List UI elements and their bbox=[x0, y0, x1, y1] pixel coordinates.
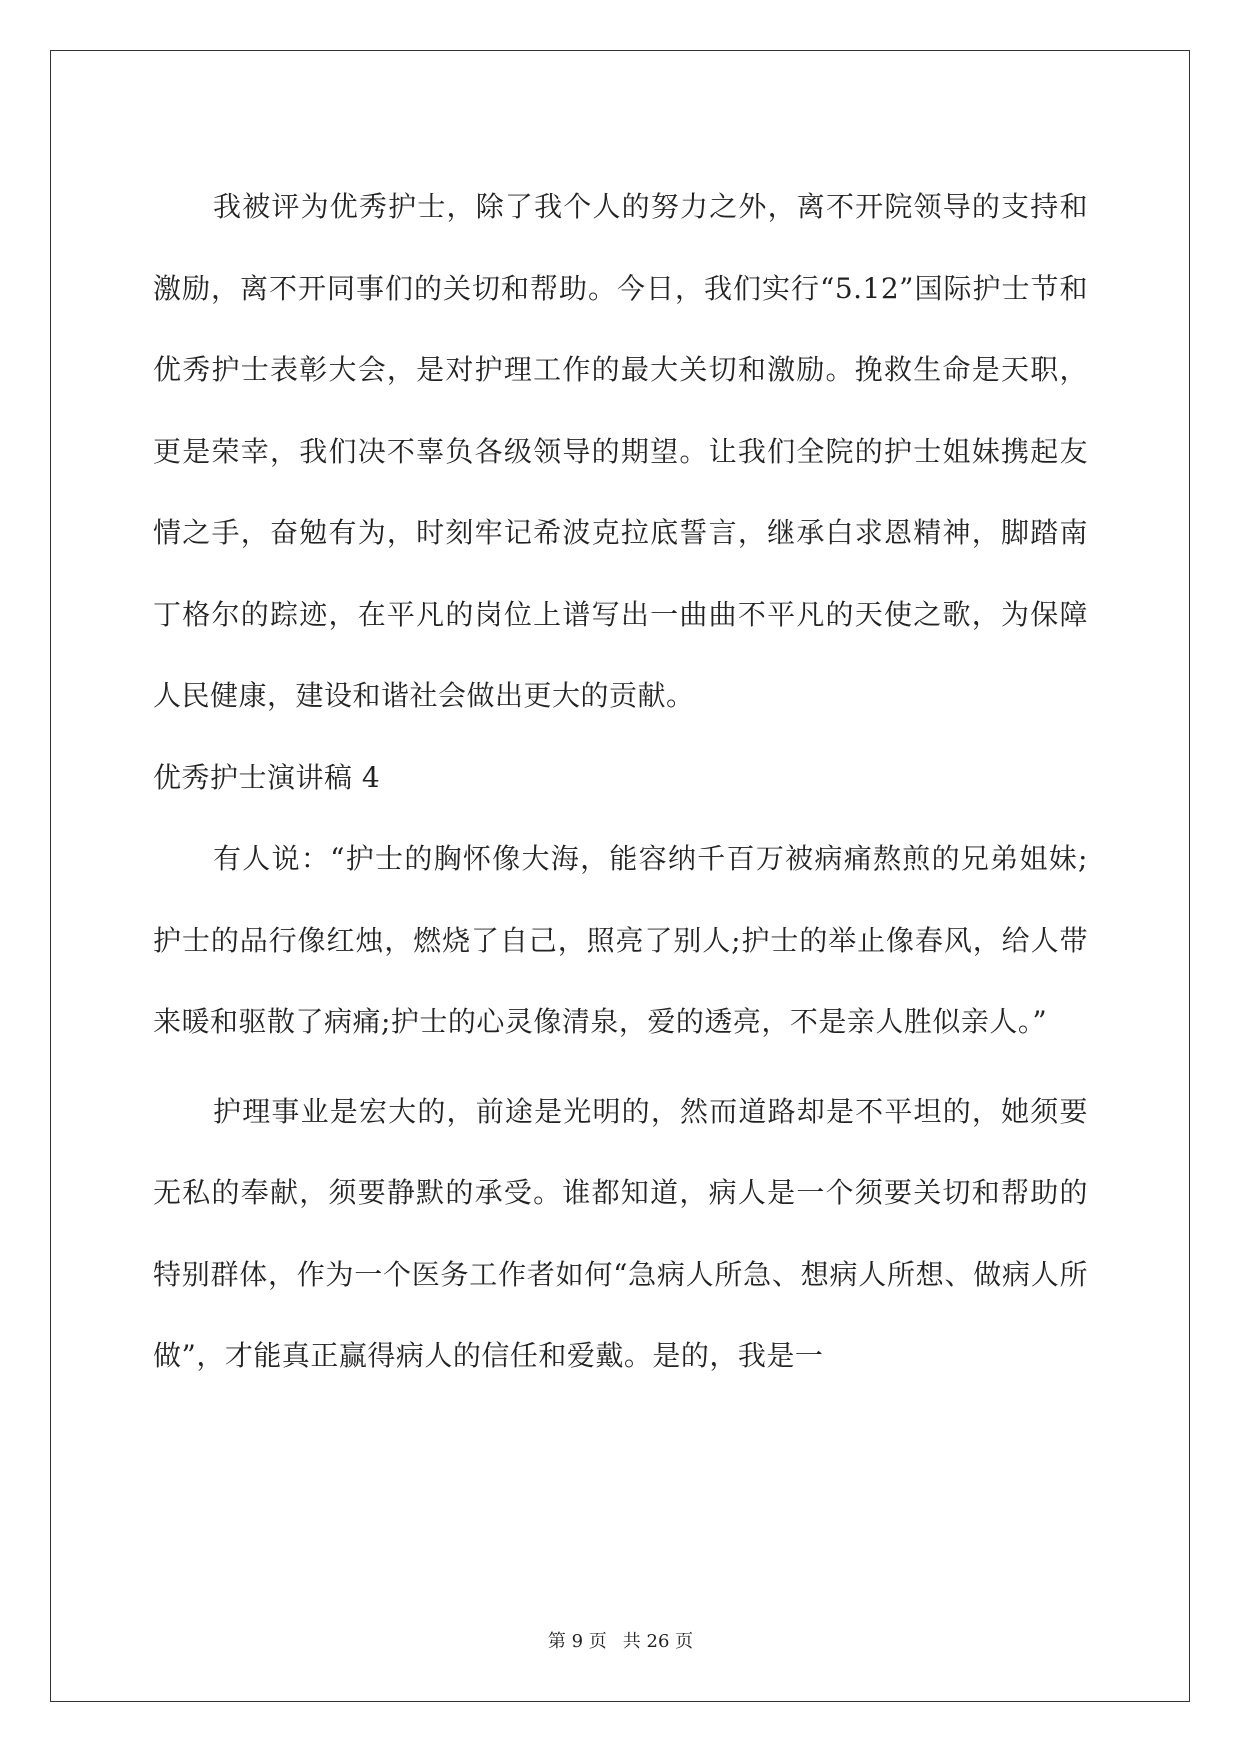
document-body bbox=[153, 166, 1088, 1397]
paragraph-support-thanks: 我被评为优秀护士，除了我个人的努力之外，离不开院领导的支持和激励，离不开同事们的关切和帮助。今日，我们实行“5.12”国际护士节和优秀护士表彰大会，是对护理工作的最大关切和激励。挽救生命是天职，更是荣幸，我们决不辜负各级领导的期望。让我们全院的护士姐妹携起友情之手，奋勉有为，时刻牢记希波克拉底誓言，继承白求恩精神，脚踏南丁格尔的踪迹，在平凡的岗位上谱写出一曲曲不平凡的天使之歌，为保障人民健康，建设和谐社会做出更大的贡献。 bbox=[153, 190, 1088, 712]
section-heading: 优秀护士演讲稿 4 bbox=[153, 760, 381, 794]
page-number: 第 9 页 bbox=[547, 1631, 607, 1652]
paragraph-nurse-metaphors: 有人说：“护士的胸怀像大海，能容纳千百万被病痛熬煎的兄弟姐妹;护士的品行像红烛，燃烧了自己，照亮了别人;护士的举止像春风，给人带来暖和驱散了病痛;护士的心灵像清泉，爱的透亮，不是亲人胜似亲人。” bbox=[153, 842, 1088, 1038]
paragraph-nursing-career: 护理事业是宏大的，前途是光明的，然而道路却是不平坦的，她须要无私的奉献，须要静默的承受。谁都知道，病人是一个须要关切和帮助的特别群体，作为一个医务工作者如何“急病人所急、想病人所想、做病人所做”，才能真正赢得病人的信任和爱戴。是的，我是一 bbox=[153, 1094, 1088, 1372]
page-total: 共 26 页 bbox=[622, 1631, 694, 1652]
page-footer bbox=[0, 1627, 1241, 1653]
